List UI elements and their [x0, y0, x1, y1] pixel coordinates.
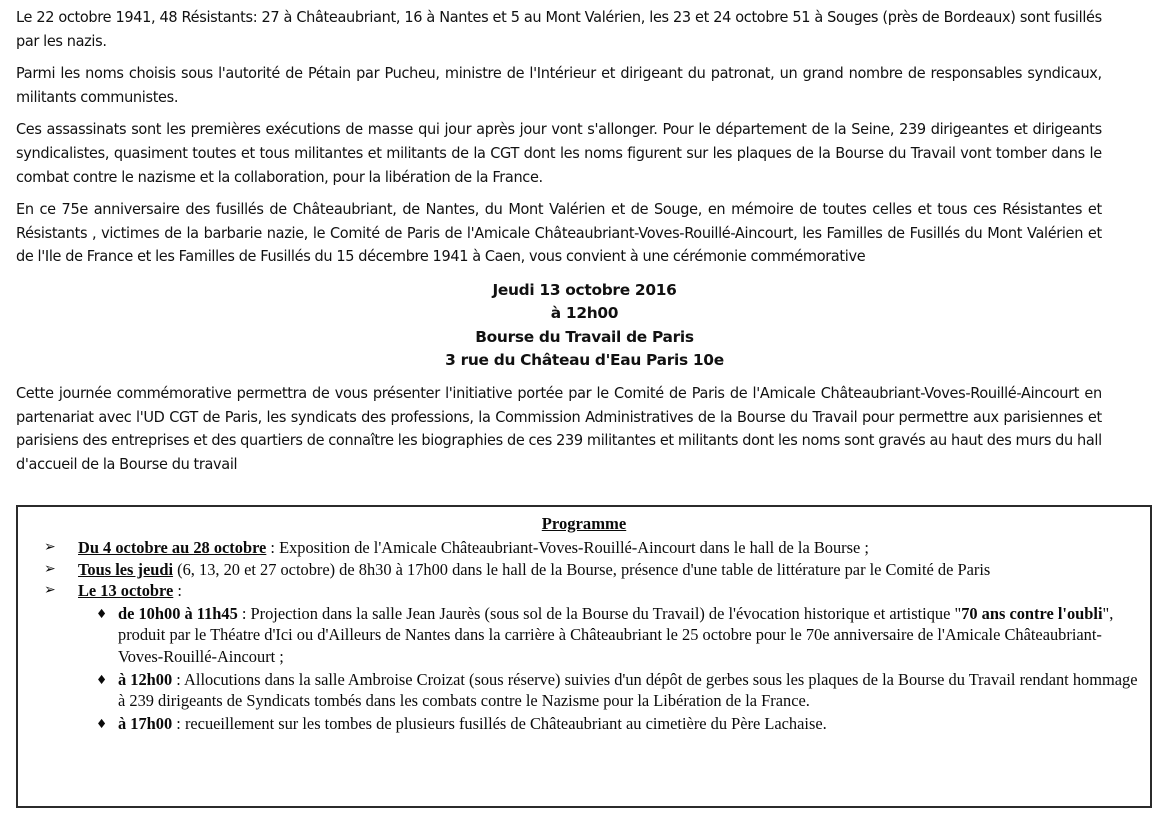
programme-subitem-allocutions [26, 669, 1142, 712]
programme-subitem-lead: à 12h00 [118, 669, 173, 689]
programme-item-jeudis [26, 559, 1142, 581]
arrow-bullet-icon: ➢ [44, 560, 56, 577]
programme-subitem-text-before: : Projection dans la salle Jean Jaurès (sous sol de la Bourse du Travail) de l'évocation historique et artistique " [237, 603, 962, 623]
diamond-bullet-icon: ♦ [96, 715, 108, 731]
programme-subitem-lead: de 10h00 à 11h45 [118, 603, 238, 623]
paragraph-1: Le 22 octobre 1941, 48 Résistants: 27 à Châteaubriant, 16 à Nantes et 5 au Mont Valérien, les 23 et 24 octobre 51 à Souges (près de Bordeaux) sont fusillés par les nazis. [16, 8, 1102, 50]
event-details-block [16, 279, 1153, 373]
programme-box [16, 505, 1152, 808]
programme-item-text: : [173, 581, 182, 601]
event-date: Jeudi 13 octobre 2016 [492, 280, 677, 299]
arrow-bullet-icon: ➢ [44, 582, 56, 599]
diamond-bullet-icon: ♦ [96, 671, 108, 687]
programme-subitem-text: : recueillement sur les tombes de plusieurs fusillés de Châteaubriant au cimetière du Père Lachaise. [172, 713, 827, 733]
paragraph-3: Ces assassinats sont les premières exécutions de masse qui jour après jour vont s'allonger. Pour le département de la Seine, 239 dirigeantes et dirigeants syndicalistes, quasiment toutes et tous militantes et militants de la CGT dont les noms figurent sur les plaques de la Bourse du Travail vont tomber dans le combat contre le nazisme et la collaboration, pour la libération de la France. [16, 120, 1102, 186]
programme-sublist-container [26, 603, 1142, 735]
programme-item-lead: Tous les jeudi [78, 559, 174, 579]
programme-subitem-lead: à 17h00 [118, 713, 173, 733]
event-venue: Bourse du Travail de Paris [475, 327, 694, 346]
paragraph-4: En ce 75e anniversaire des fusillés de Châteaubriant, de Nantes, du Mont Valérien et de Souge, en mémoire de toutes celles et tous ces Résistantes et Résistants , victimes de la barbarie nazie, le Comité de Paris de l'Amicale Châteaubriant-Voves-Rouillé-Aincourt, les Familles de Fusillés du Mont Valérien et de l'Ile de France et les Familles de Fusillés du 15 décembre 1941 à Caen, vous convient à une cérémonie commémorative [16, 200, 1102, 266]
closing-paragraph: Cette journée commémorative permettra de vous présenter l'initiative portée par le Comité de Paris de l'Amicale Châteaubriant-Voves-Rouillé-Aincourt en partenariat avec l'UD CGT de Paris, les syndicats des professions, la Commission Administratives de la Bourse du Travail pour permettre aux parisiennes et parisiens des entreprises et des quartiers de connaître les biographies de ces 239 militantes et militants dont les noms sont gravés au haut des murs du hall d'accueil de la Bourse du travail [16, 383, 1102, 473]
document-body [16, 6, 1153, 476]
arrow-bullet-icon: ➢ [44, 539, 56, 555]
event-address: 3 rue du Château d'Eau Paris 10e [445, 351, 724, 370]
programme-subitem-text-after: ", produit par le Théatre d'Ici ou d'Ailleurs de Nantes dans la carrière à Châteaubriant le 25 octobre pour le 70e anniversaire de l'Amicale Châteaubriant-Voves-Rouillé-Aincourt ; [118, 603, 1114, 666]
programme-item-le-13-octobre [26, 580, 1142, 602]
programme-subitem-recueillement [26, 713, 1142, 735]
programme-item-exposition [26, 537, 1142, 559]
paragraph-2: Parmi les noms choisis sous l'autorité de Pétain par Pucheu, ministre de l'Intérieur et dirigeant du patronat, un grand nombre de responsables syndicaux, militants communistes. [16, 64, 1102, 106]
programme-subitem-projection [26, 603, 1142, 668]
programme-item-lead: Du 4 octobre au 28 octobre [78, 538, 267, 557]
programme-title: Programme [541, 514, 627, 533]
programme-subitem-text: : Allocutions dans la salle Ambroise Croizat (sous réserve) suivies d'un dépôt de gerbes sous les plaques de la Bourse du Travail rendant hommage à 239 dirigeants de Syndicats tombés dans les combats contre le Nazisme pour la Libération de la France. [118, 669, 1138, 711]
programme-subitem-show-title: 70 ans contre l'oubli [961, 603, 1103, 623]
programme-item-text: : Exposition de l'Amicale Châteaubriant-Voves-Rouillé-Aincourt dans le hall de la Bourse ; [266, 538, 869, 557]
programme-sublist [26, 603, 1142, 735]
programme-item-lead: Le 13 octobre [78, 581, 174, 601]
programme-item-text: (6, 13, 20 et 27 octobre) de 8h30 à 17h00 dans le hall de la Bourse, présence d'une table de littérature par le Comité de Paris [173, 559, 991, 579]
programme-list [26, 537, 1142, 734]
event-time: à 12h00 [550, 304, 619, 323]
diamond-bullet-icon: ♦ [96, 605, 108, 621]
